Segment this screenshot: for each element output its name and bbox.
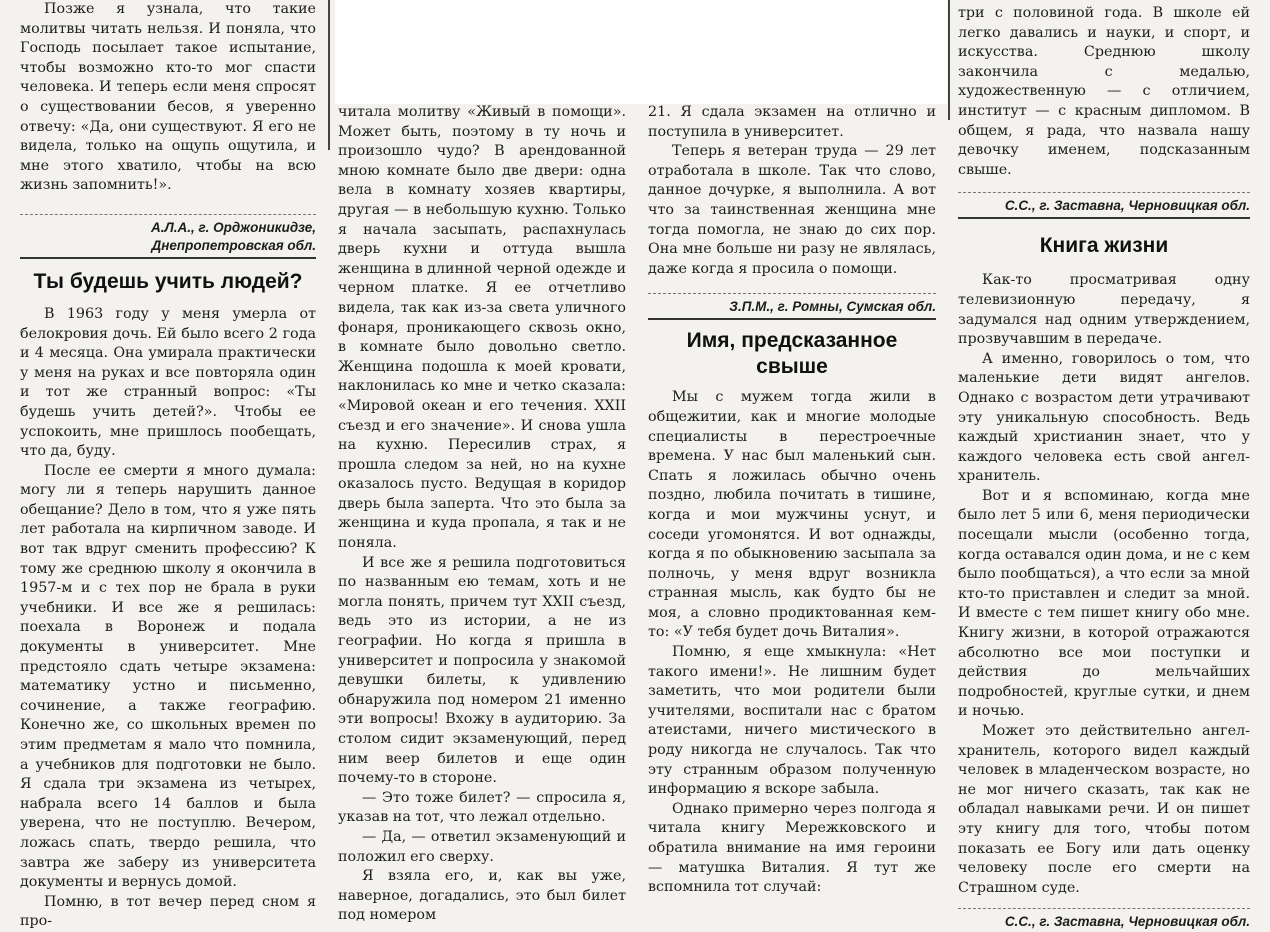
signature: А.Л.А., г. Орджоникидзе, Днепропетровская обл.: [151, 219, 316, 253]
paragraph: Помню, в тот вечер перед сном я про-: [20, 893, 316, 930]
paragraph: И все же я решила подготовиться по названным ею темам, хоть и не могла понять, причем тут XXII съезд, ведь это из истории, а не из географии. Но когда я пришла в университет и попросила у знакомой девушки билеты, к удивлению обнаружила под номером 21 именно эти вопросы! Вхожу в аудиторию. За столом сидит экзаменующий, перед ним веер билетов и еще один почему-то в стороне.: [338, 554, 626, 787]
paragraph: Мы с мужем тогда жили в общежитии, как и многие молодые специалисты в перестроечные времена. У нас был маленький сын. Спать я ложилась обычно очень поздно, любила почитать в тишине, когда и мои мужчины уснут, и соседи угомонятся. И вот однажды, когда я по обыкновению засыпала за полночь, у меня вдруг возникла странная мысль, как будто бы не моя, а словно продиктованная кем-то: «У тебя будет дочь Виталия».: [648, 389, 936, 641]
column-2: [338, 103, 626, 926]
column-1: [20, 0, 316, 932]
paragraph: Я взяла его, и, как вы уже, наверное, догадались, это был билет под номером: [338, 868, 626, 924]
paragraph: — Это тоже билет? — спросила я, указав на тот, что лежал отдельно.: [338, 789, 626, 826]
headline: Имя, предсказанное свыше: [686, 329, 898, 379]
signature: С.С., г. Заставна, Черновицкая обл.: [1004, 198, 1250, 214]
divider: [958, 908, 1250, 909]
paragraph: В 1963 году у меня умерла от белокровия дочь. Ей было всего 2 года и 4 месяца. Она умирала практически у меня на руках и все повторяла один и тот же странный вопрос: «Ты будешь учить детей?». Чтобы ее успокоить, мне пришлось пообещать, что да, буду.: [20, 305, 316, 460]
rule: [648, 318, 936, 320]
signature: С.С., г. Заставна, Черновицкая обл.: [1004, 914, 1250, 930]
paragraph: — Да, — ответил экзаменующий и положил его сверху.: [338, 828, 626, 865]
headline: Книга жизни: [1039, 234, 1169, 258]
paragraph: 21. Я сдала экзамен на отлично и поступила в университет.: [648, 104, 936, 140]
paragraph: А именно, говорилось о том, что маленькие дети видят ангелов. Однако с возрастом дети утрачивают эту уникальную способность. Ведь каждый христианин знает, что у каждого человека есть свой ангел-хранитель.: [958, 350, 1250, 485]
column-4: [958, 4, 1250, 931]
divider: [648, 293, 936, 294]
signature: З.П.М., г. Ромны, Сумская обл.: [729, 299, 936, 315]
paragraph: После ее смерти я много думала: могу ли я теперь нарушить данное обещание? Дело в том, что я уже пять лет работала на кирпичном заводе. И вот так вдруг сменить профессию? К тому же среднюю школу я окончила в 1957-м и с тех пор не брала в руки учебники. И все же я решилась: поехала в Воронеж и подала документы в университет. Мне предстояло сдать четыре экзамена: математику устно и письменно, сочинение, а также географию. Конечно же, со школьных времен по этим предметам я мало что помнила, а учебников для подготовки не было. Я сдала три экзамена из четырех, набрала всего 14 баллов и была уверена, что не поступлю. Вечером, ложась спать, твердо решила, что завтра же заберу из университета документы и вернусь домой.: [20, 462, 316, 891]
paragraph: Теперь я ветеран труда — 29 лет отработала в школе. Так что слово, данное дочурке, я выполнила. А вот что за таинственная женщина мне тогда помогла, не знаю до сих пор. Она мне больше ни разу не являлась, даже когда я просила о помощи.: [648, 143, 936, 277]
column-3: [648, 103, 936, 898]
rule: [958, 217, 1250, 219]
divider: [958, 192, 1250, 193]
paragraph: Помню, я еще хмыкнула: «Нет такого имени!». Не лишним будет заметить, что мои родители были учителями, воспитали нас с братом атеистами, ничего мистического в роду никогда не случалось. Так что эту странным образом полученную информацию я вскоре забыла.: [648, 644, 936, 798]
divider: [20, 214, 316, 215]
right-border-line: [948, 0, 950, 120]
intro-paragraph: три с половиной года. В школе ей легко давались и науки, и спорт, и искусства. Среднюю школу закончила с медалью, художественную — с отличием, институт — с красным дипломом. В общем, я рада, что назвала нашу девочку именем, подсказанным свыше.: [958, 5, 1250, 178]
left-border-line: [328, 0, 330, 150]
paragraph: Однако примерно через полгода я читала книгу Мережковского и обратила внимание на имя героини — матушка Виталия. Я тут же вспомнила тот случай:: [648, 800, 936, 896]
headline: Ты будешь учить людей?: [33, 269, 303, 293]
paragraph: Как-то просматривая одну телевизионную передачу, я задумался над одним утверждением, прозвучавшим в передаче.: [958, 272, 1250, 348]
blank-area: [335, 0, 947, 104]
rule: [20, 257, 316, 259]
paragraph: читала молитву «Живый в помощи». Может быть, поэтому в ту ночь и произошло чудо? В арендованной мною комнате было две двери: одна вела в комнату хозяев квартиры, другая — в небольшую кухню. Только я начала засыпать, распахнулась дверь кухни и оттуда вышла женщина в длинной черной одежде и черном платке. Я ее отчетливо видела, так как из-за света уличного фонаря, проникающего сквозь окно, в комнате было довольно светло. Женщина подошла к моей кровати, наклонилась ко мне и четко сказала: «Мировой океан и его течения. XXII съезд и его значение». И снова ушла на кухню. Пересилив страх, я прошла следом за ней, но на кухне оказалось пусто. Ведущая в коридор дверь была заперта. Что это была за женщина и куда пропала, я так и не поняла.: [338, 104, 626, 552]
paragraph: Может это действительно ангел-хранитель, которого видел каждый человек в младенческом возрасте, но не мог ничего сказать, так как не обладал навыками речи. И он пишет эту книгу для того, чтобы потом показать ее Богу или дать оценку человеку после его смерти на Страшном суде.: [958, 723, 1250, 896]
intro-paragraph: Позже я узнала, что такие молитвы читать нельзя. И поняла, что Господь посылает такое испытание, чтобы возможно кто-то мог спасти человека. И теперь если меня спросят о существовании бесов, я уверенно отвечу: «Да, они существуют. Я его не видела, только на ощупь ощутила, и мне этого хватило, чтобы на всю жизнь запомнить!».: [20, 1, 316, 194]
paragraph: Вот и я вспоминаю, когда мне было лет 5 или 6, меня периодически посещали мысли (особенно тогда, когда оставался один дома, и не с кем было пообщаться), а что если за мной кто-то приставлен и следит за мной. И вместе с тем пишет книгу обо мне. Книгу жизни, в которой отражаются абсолютно все мои поступки и действия до мельчайших подробностей, круглые сутки, и днем и ночью.: [958, 487, 1251, 720]
